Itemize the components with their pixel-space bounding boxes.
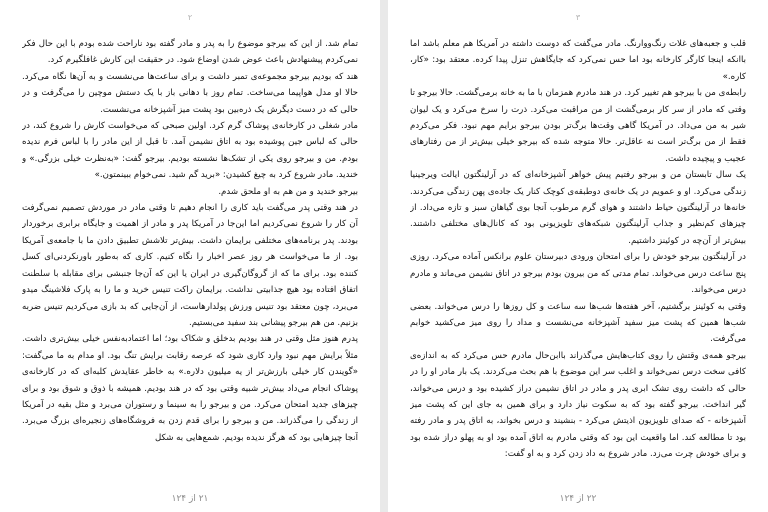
right-paragraph-1: قلب و جعبه‌های غلات رنگ‌ووارنگ. مادر می‌گفت که دوست داشته در آمریکا هم معلم باشد اما باانکه اینجا کارگر کارخانه بود اما حس نمی‌کرد که جایگاهش تنزل پیدا کرده. معتقد بود: «کار، کاره.» bbox=[410, 39, 746, 82]
right-paragraph-6: بیرجو همه‌ی وقتش را روی کتاب‌هایش می‌گذراند باابن‌حال مادرم حس می‌کرد که به اندازه‌ی کافی سخت درس نمی‌خواند و اغلب سر این موضوع با هم بحث می‌کردند. یک بار مادر او را در حالی که داشت روی تشک ابری پدر و مادر در اتاق نشیمن دراز کشیده بود و درس می‌خواند، گیر انداخت. بیرجو گفته بود که به سکوت نیاز دارد و برای همین به جای این که پشت میز آشپزخانه - که صدای تلویزیون اذیتش می‌کرد - بنشیند و درس بخواند، به اتاق پدر و مادر رفته بود تا مطالعه کند. اما واقعیت این بود که وقتی مادرم به اتاق آمده بود او به پهلو دراز شده بود و برای خودش چرت می‌زد. مادر شروع به داد زدن کرد و به او گفت: bbox=[410, 350, 746, 460]
left-page-number: ۲۱ از ۱۲۴ bbox=[171, 494, 209, 504]
right-paragraph-3: یک سال تابستان من و بیرجو رفتیم پیش خواهر آشپزخانه‌ای که در آرلینگتون ایالت ویرجینیا زندگی می‌کرد. او و عمویم در یک خانه‌ی دوطبقه‌ی کوچک کنار یک جاده‌ی پهن زندگی می‌کردند. خانه‌ها در آرلینگتون حیاط داشتند و هوای گرم مرطوب آنجا بوی گیاهان سبز و تازه می‌داد. از چیزهای کم‌نظیر و جذاب آرلینگتون شبکه‌های تلویزیونی بود که کانال‌های مختلفی داشتند. بیش‌تر از آن‌چه در کوئینز داشتیم. bbox=[410, 170, 746, 246]
left-page bbox=[0, 0, 380, 512]
right-page bbox=[388, 0, 768, 512]
right-page-header: ۳ bbox=[575, 13, 581, 22]
left-paragraph-1: تمام شد. از این که بیرجو موضوع را به پدر و مادر گفته بود ناراحت شده بودم با این حال فکر نمی‌کردم پیشنهادش باعث عوض شدن اوضاع شود. در حقیقت این کارش غافلگیرم کرد. bbox=[22, 39, 358, 66]
left-paragraph-6: پدرم هنوز مثل وقتی در هند بودیم بدخلق و شکاک بود؛ اما اعتمادبه‌نفس خیلی بیش‌تری داشت. مثلاً برایش مهم نبود وارد کاری شود که عرصه رقابت برایش تنگ بود. او مدام به ما می‌گفت: «گویندن کار خیلی بارزش‌تر از یه میلیون دلاره.» به خاطر عقایدش کلبه‌ای که در کارخانه‌ی پوشاک انجام می‌داد بیش‌تر شبیه وقتی بود که در هند بودیم. همیشه با ذوق و شوق بود و برای چیزهای جدید امتحان می‌کرد. من و بیرجو را به سینما و رستوران می‌برد و مثل بقیه در آمریکا از زندگی را می‌گذراند. من و بیرجو را برای قدم زدن به فروشگاه‌های زنجیره‌ای بزرگ می‌برد. آنجا چیزهایی بود که هرگز ندیده بودیم. شمع‌هایی به شکل bbox=[22, 334, 358, 443]
right-paragraph-4: در آرلینگتون بیرجو خودش را برای امتحان ورودی دبیرستان علوم برانکس آماده می‌کرد. روزی پنج ساعت درس می‌خواند. تمام مدتی که من بیرون بودم بیرجو در اتاق نشیمن می‌ماند و مادرم درس می‌خواند. bbox=[410, 252, 746, 296]
left-page-header: ۲ bbox=[187, 13, 193, 22]
left-paragraph-4: بیرجو خندید و من هم به او ملحق شدم. bbox=[218, 186, 358, 197]
right-page-body bbox=[410, 36, 746, 482]
left-paragraph-3: مادر شغلی در کارخانه‌ی پوشاک گرم کرد. اولین صبحی که می‌خواست کارش را شروع کند، در حالی که لباس جین پوشیده بود به اتاق نشیمن آمد. تا قبل از این مادر را با لباس فرم ندیده بودم. من و بیرجو روی یکی از تشک‌ها نشسته بودیم. بیرجو گفت: «به‌نظرت خیلی بزرگی.» و خندید. مادر شروع کرد به چیغ کشیدن: «برید گم شید. نمی‌خوام ببینمتون.» bbox=[22, 121, 358, 181]
right-paragraph-2: رابطه‌ی من با بیرجو هم تغییر کرد. در هند مادرم همزمان با ما به خانه برمی‌گشت. حالا بیرجو تا وقتی که مادر از سر کار برمی‌گشت از من مراقبت می‌کرد. ذرت را سرخ می‌کرد و یک لیوان شیر به من می‌داد. در آمریکا گاهی وقت‌ها برگ‌تر بودن بیرجو برایم مهم نبود. فکر می‌کردم فقط از من برگ‌تر است نه عاقل‌تر. حالا متوجه شده که بیرجو خیلی بیش‌تر از من رفتارهای عجیب و پیچیده داشت. bbox=[410, 88, 746, 164]
right-page-number: ۲۲ از ۱۲۴ bbox=[559, 494, 597, 504]
left-paragraph-2: هند که بودیم بیرجو مجموعه‌ی تمبر داشت و برای ساعت‌ها می‌نشست و به آن‌ها نگاه می‌کرد. حالا او مدل هواپیما می‌ساخت. تمام روز با دهانی باز با یک دستش موچین را می‌گرفت و در حالی که در دست دیگرش یک ذره‌بین بود پشت میز آشپزخانه می‌نشست. bbox=[22, 71, 358, 115]
left-paragraph-5: در هند وقتی پدر می‌گفت باید کاری را انجام دهیم تا وقتی مادر در موردش تصمیم نمی‌گرفت آن کار را شروع نمی‌کردیم اما این‌جا در آمریکا پدر و مادر از اهمیت و جایگاه برابری برخوردار بودند. پدر برنامه‌های مختلفی برایمان داشت. بیش‌تر تلاشش تطبیق دادن ما با جامعه‌ی آمریکا بود. از ما می‌خواست هر روز عصر اخبار را نگاه کنیم. کاری که به‌طور باورنکردنی‌ای کسل کننده بود. برای ما که از گروگان‌گیری در ایران یا این که آن‌جا جنبشی برای مقابله با سلطنت اتفاق افتاده بود هیچ جذابیتی نداشت. برایمان راکت تنیس خرید و ما را به پارک فلاشینگ میدو می‌برد، چون معتقد بود تنیس ورزش پولدارهاست، از آن‌جایی که بد بازی می‌کردیم تنیس ضربه بزنیم. من هم بیرجو پیشانی بند سفید می‌بستیم. bbox=[22, 203, 358, 328]
right-paragraph-5: وقتی به کوئینز برگشتیم، آخر هفته‌ها شب‌ها سه ساعت و کل روزها را درس می‌خواند. بعضی شب‌ها همین که پشت میز سفید آشپزخانه می‌نشست و مداد را روی میز می‌کشید خوابم می‌گرفت. bbox=[410, 301, 746, 345]
left-page-body bbox=[22, 36, 358, 482]
